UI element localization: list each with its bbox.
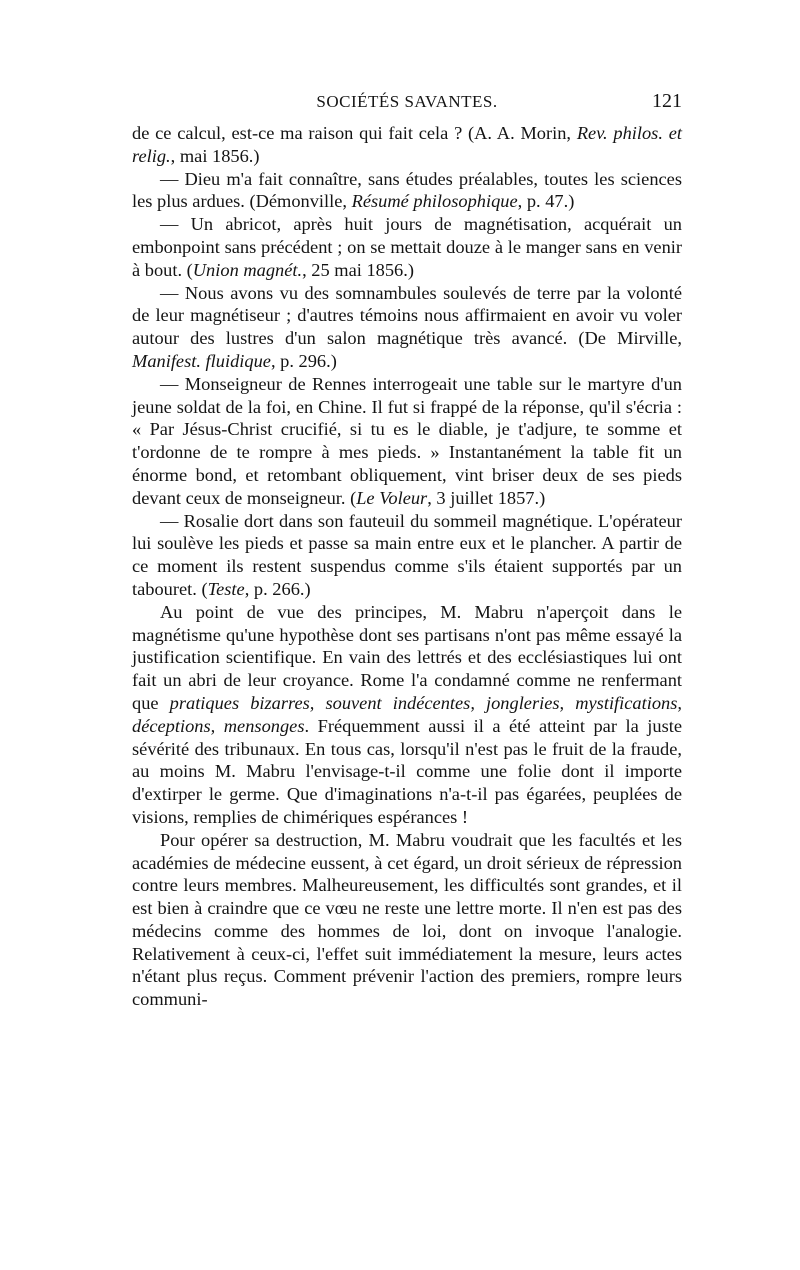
text-span: , mai 1856.) <box>170 145 260 166</box>
text-span: — Rosalie dort dans son fauteuil du sommeil magnétique. L'opérateur lui soulève les pieds et passe sa main entre eux et le plancher. A partir de ce moment ils restent suspendus comme s'ils étaient supportés par un tabouret. ( <box>132 510 682 599</box>
book-page <box>132 88 682 1011</box>
text-span: Pour opérer sa destruction, M. Mabru voudrait que les facultés et les académies de médecine eussent, à cet égard, un droit sérieux de répression contre leurs membres. Malheureusement, les difficultés sont grandes, et il est bien à craindre que ce vœu ne reste une lettre morte. Il n'en est pas des médecins comme des hommes de loi, dont on invoque l'analogie. Relativement à ceux-ci, l'effet suit immédiatement la mesure, leurs actes n'étant plus reçus. Comment prévenir l'action des premiers, rompre leurs communi- <box>132 829 682 1010</box>
text-span: . Fréquemment aussi il a été atteint par la juste sévérité des tribunaux. En tous cas, lorsqu'il n'est pas le fruit de la fraude, au moins M. Mabru l'envisage-t-il comme une folie dont il importe d'extirper le germe. Que d'imaginations n'a-t-il pas égarées, peuplées de visions, remplies de chimériques espérances ! <box>132 715 683 827</box>
running-head <box>132 88 682 122</box>
text-span: , p. 266.) <box>244 578 311 599</box>
text-span: — Dieu m'a fait connaître, sans études préalables, toutes les sciences les plus ardues. (Démonville, <box>132 168 682 212</box>
text-span: — Monseigneur de Rennes interrogeait une table sur le martyre d'un jeune soldat de la foi, en Chine. Il fut si frappé de la réponse, qu'il s'écria : « Par Jésus-Christ crucifié, si tu es le diable, je t'adjure, te somme et t'ordonne de te rompre à mes pieds. » Instantanément la table fit un énorme bond, et retombant obliquement, vint briser deux de ses pieds devant ceux de monseigneur. ( <box>132 373 682 508</box>
citation-italic: Union magnét. <box>192 259 303 280</box>
paragraph <box>132 213 682 281</box>
paragraph <box>132 168 682 214</box>
citation-italic: Résumé philosophique <box>351 191 518 212</box>
text-span: , 3 juillet 1857.) <box>427 487 546 508</box>
paragraph <box>132 373 682 510</box>
text-span: , p. 296.) <box>270 350 337 371</box>
text-span: — Un abricot, après huit jours de magnétisation, acquérait un embonpoint sans précédent ; on se mettait douze à le manger sans en venir à bout. ( <box>132 214 682 280</box>
text-span: — Nous avons vu des somnambules soulevés de terre par la volonté de leur magnétiseur ; d'autres témoins nous affirmaient en avoir vu voler autour des lustres d'un salon magnétique très avancé. (De Mirville, <box>132 282 682 349</box>
page-number: 121 <box>652 90 682 112</box>
citation-italic: Manifest. fluidique <box>132 350 271 371</box>
text-span: de ce calcul, est-ce ma raison qui fait cela ? (A. A. Morin, <box>132 123 577 143</box>
paragraph <box>132 122 682 168</box>
text-span: , 25 mai 1856.) <box>302 259 414 280</box>
paragraph <box>132 510 682 601</box>
text-span: Au point de vue des principes, M. Mabru n'aperçoit dans le magnétisme qu'une hypothèse dont ses partisans n'ont pas même essayé la justification scientifique. En vain des lettrés et des ecclésiastiques lui ont fait un abri de leur croyance. Rome l'a condamné comme ne renfermant que <box>132 601 682 713</box>
citation-italic: Teste <box>207 578 245 599</box>
citation-italic: Le Voleur <box>356 487 428 508</box>
quotation-italic: pratiques bizarres, souvent indécentes, jongleries, mystifications, déceptions, mensonges <box>132 692 682 736</box>
paragraph <box>132 601 682 829</box>
citation-italic: Rev. philos. et relig. <box>132 123 682 166</box>
paragraph <box>132 829 682 1011</box>
paragraph <box>132 282 682 373</box>
text-span: , p. 47.) <box>517 191 575 212</box>
running-title: SOCIÉTÉS SAVANTES. <box>316 92 498 111</box>
body-text <box>132 122 682 1011</box>
